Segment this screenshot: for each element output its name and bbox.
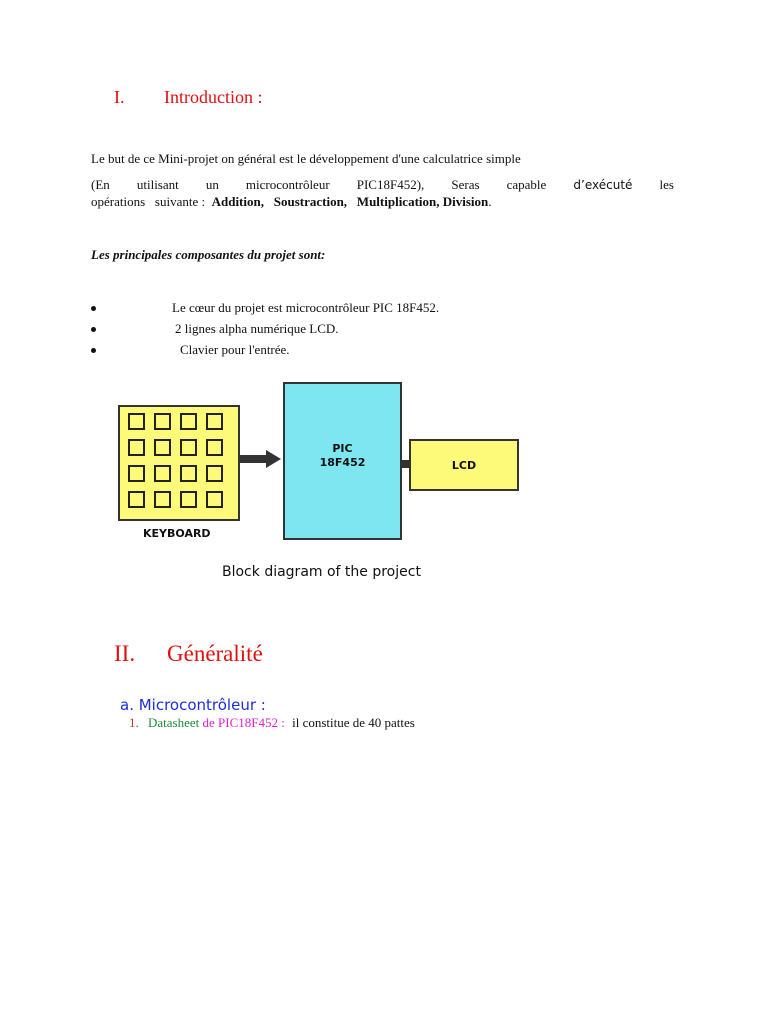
key-cell bbox=[180, 439, 197, 456]
datasheet-word: Datasheet bbox=[148, 715, 200, 730]
key-cell bbox=[206, 439, 223, 456]
word: un bbox=[205, 177, 219, 192]
datasheet-description: il constitue de 40 pattes bbox=[292, 715, 415, 730]
keyboard-label: KEYBOARD bbox=[143, 527, 211, 540]
section-2-number: II. bbox=[114, 641, 136, 666]
key-cell bbox=[206, 491, 223, 508]
lcd-block bbox=[409, 439, 519, 491]
pic-block bbox=[283, 382, 402, 540]
key-cell bbox=[128, 491, 145, 508]
op-addition: Addition, bbox=[211, 194, 264, 209]
bullet-item-3: Clavier pour l'entrée. bbox=[180, 342, 290, 357]
op-division: Division bbox=[442, 194, 489, 209]
diagram-caption: Block diagram of the project bbox=[222, 564, 421, 580]
key-cell bbox=[128, 439, 145, 456]
key-cell bbox=[206, 413, 223, 430]
key-cell bbox=[154, 491, 171, 508]
op-multiplication: Multiplication, bbox=[356, 194, 440, 209]
word: microcontrôleur bbox=[245, 177, 330, 192]
bullet-dot bbox=[91, 306, 96, 311]
section-1-number: I. bbox=[114, 87, 125, 107]
intro-paragraph-2-line-2 bbox=[91, 194, 492, 210]
key-cell bbox=[206, 465, 223, 482]
bullet-dot bbox=[91, 348, 96, 353]
components-subheading: Les principales composantes du projet sont: bbox=[91, 247, 326, 262]
section-2-heading bbox=[114, 641, 263, 667]
subsection-microcontroleur: a. Microcontrôleur : bbox=[120, 696, 266, 714]
pic-label-2: 18F452 bbox=[319, 456, 366, 469]
operations-prefix: opérations suivante : bbox=[91, 194, 206, 209]
key-cell bbox=[180, 413, 197, 430]
key-cell bbox=[154, 439, 171, 456]
key-cell bbox=[180, 465, 197, 482]
key-cell bbox=[128, 465, 145, 482]
period: . bbox=[488, 194, 492, 209]
datasheet-item bbox=[129, 715, 415, 731]
datasheet-pic: de PIC18F452 : bbox=[202, 715, 285, 730]
section-1-title: Introduction : bbox=[164, 87, 263, 107]
keyboard-block bbox=[118, 405, 240, 521]
section-2-title: Généralité bbox=[167, 641, 263, 666]
intro-paragraph: Le but de ce Mini-projet on général est le développement d'une calculatrice simple bbox=[91, 151, 521, 166]
key-cell bbox=[180, 491, 197, 508]
intro-paragraph-2-line-1 bbox=[91, 177, 674, 193]
arrow-keyboard-to-pic bbox=[240, 448, 282, 470]
bullet-item-1: Le cœur du projet est microcontrôleur PIC 18F452. bbox=[172, 300, 440, 315]
item-number: 1. bbox=[129, 715, 139, 730]
key-cell bbox=[154, 413, 171, 430]
key-cell bbox=[128, 413, 145, 430]
key-cell bbox=[154, 465, 171, 482]
word: les bbox=[659, 177, 674, 192]
word: capable bbox=[506, 177, 547, 192]
word: (En bbox=[91, 177, 110, 192]
word: Seras bbox=[451, 177, 480, 192]
word: utilisant bbox=[136, 177, 179, 192]
pic-label-1: PIC bbox=[332, 442, 353, 455]
bullet-item-2: 2 lignes alpha numérique LCD. bbox=[175, 321, 339, 336]
word: PIC18F452), bbox=[356, 177, 425, 192]
word: d’exécuté bbox=[573, 178, 633, 192]
op-soustraction: Soustraction, bbox=[273, 194, 348, 209]
lcd-label: LCD bbox=[451, 459, 477, 472]
bullet-dot bbox=[91, 327, 96, 332]
section-1-heading bbox=[114, 87, 263, 108]
